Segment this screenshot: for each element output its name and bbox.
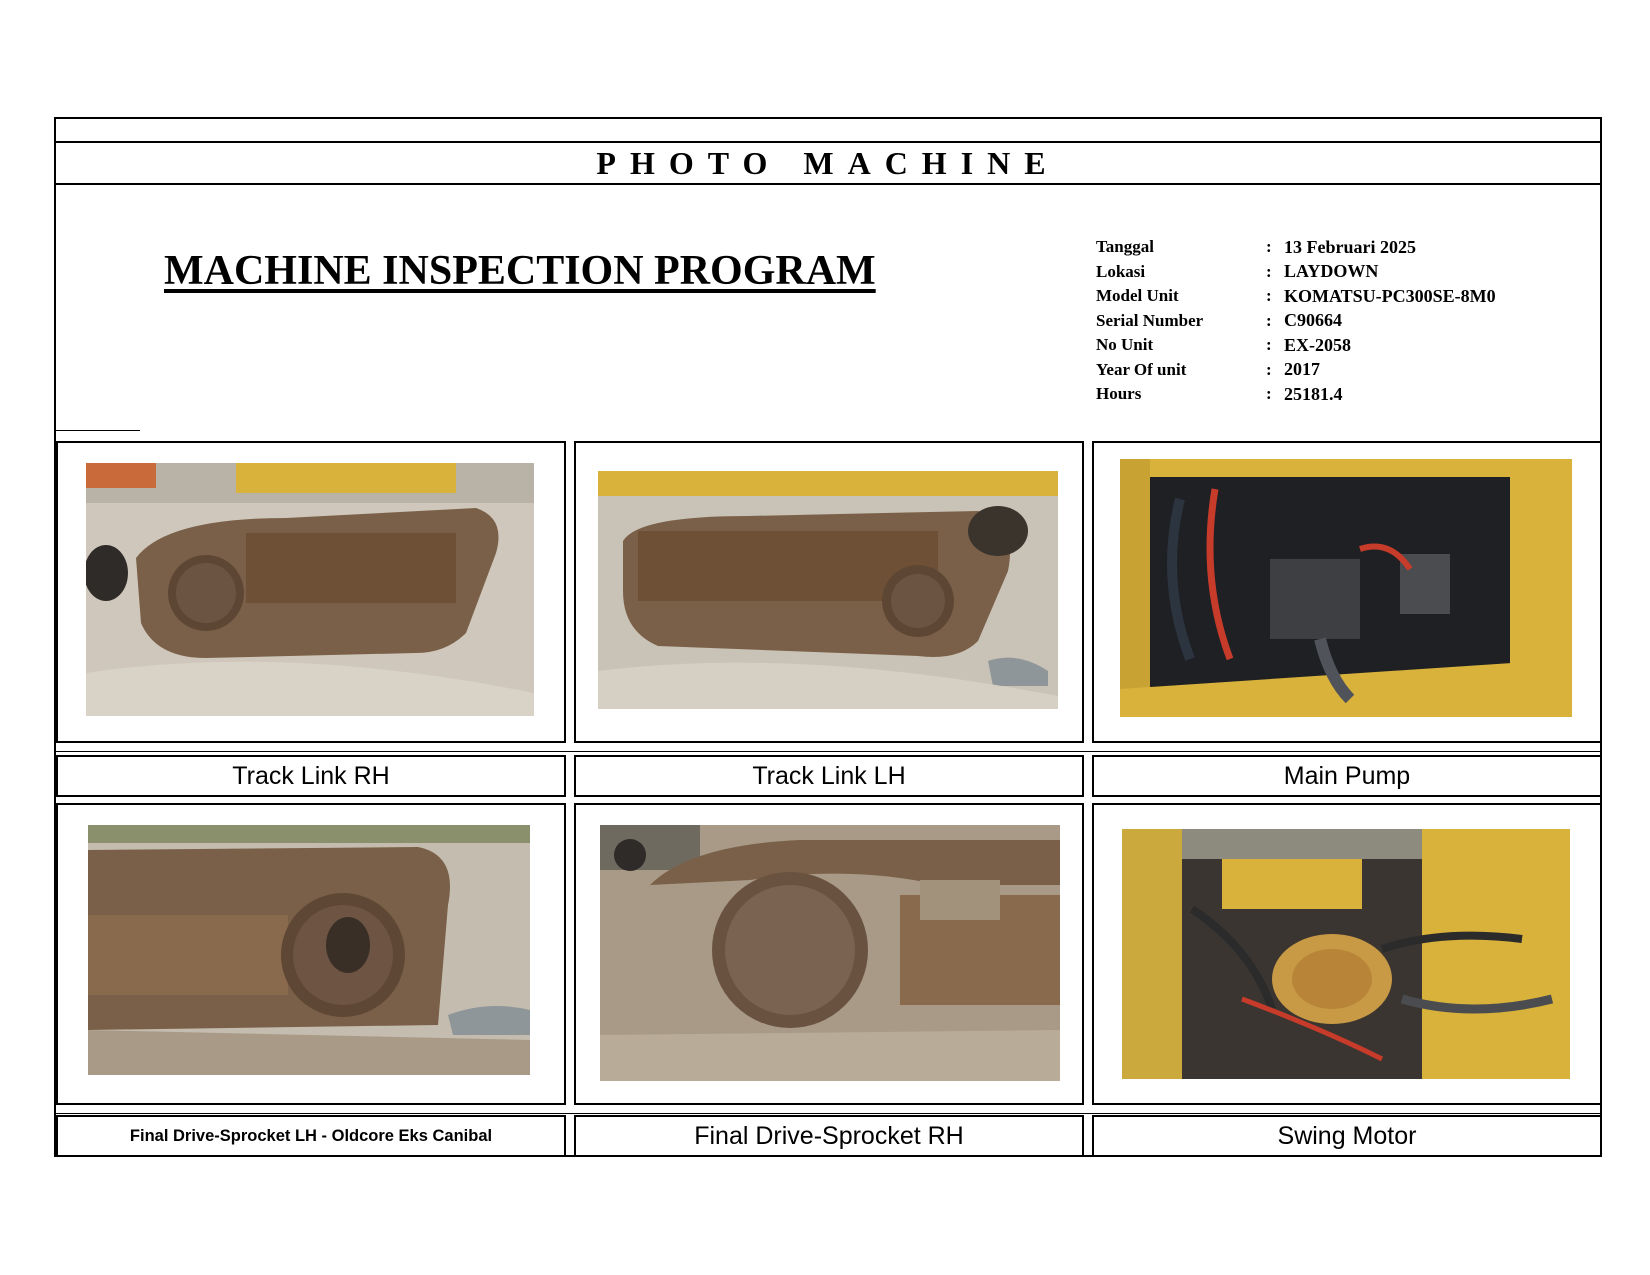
- caption-final-drive-sprocket-lh: Final Drive-Sprocket LH - Oldcore Eks Canibal: [56, 1115, 566, 1157]
- info-label: Year Of unit: [1096, 359, 1187, 379]
- info-label: Tanggal: [1096, 237, 1154, 257]
- info-label: Lokasi: [1096, 261, 1146, 281]
- title-band: [56, 143, 1600, 185]
- photo-track-link-rh[interactable]: [86, 463, 534, 716]
- info-label: Hours: [1096, 384, 1142, 404]
- program-title: MACHINE INSPECTION PROGRAM: [164, 248, 876, 294]
- row-divider: [56, 751, 1600, 752]
- info-separator: :: [1266, 261, 1272, 281]
- photo-main-pump[interactable]: [1120, 459, 1572, 717]
- caption-track-link-rh: Track Link RH: [56, 755, 566, 797]
- info-row-year: [1096, 358, 1576, 383]
- info-table: [1096, 235, 1576, 407]
- photo-swing-motor[interactable]: [1122, 829, 1570, 1079]
- top-band: [56, 119, 1600, 143]
- info-label: Model Unit: [1096, 286, 1179, 306]
- swing-motor-image: [1122, 829, 1570, 1079]
- small-rule: [56, 430, 140, 431]
- info-row-date: [1096, 235, 1576, 260]
- final-drive-lh-image: [88, 825, 530, 1075]
- info-value: 25181.4: [1284, 383, 1343, 404]
- info-separator: :: [1266, 359, 1272, 379]
- track-link-lh-image: [598, 471, 1058, 709]
- band-title: PHOTO MACHINE: [596, 144, 1060, 181]
- final-drive-rh-image: [600, 825, 1060, 1081]
- photo-final-drive-sprocket-rh[interactable]: [600, 825, 1060, 1081]
- photo-cell-final-drive-lh: [56, 803, 566, 1105]
- row-divider: [56, 1113, 1600, 1114]
- photo-cell-swing-motor: [1092, 803, 1602, 1105]
- photo-cell-track-link-rh: [56, 441, 566, 743]
- photo-cell-main-pump: [1092, 441, 1602, 743]
- info-value: EX-2058: [1284, 334, 1351, 355]
- caption-main-pump: Main Pump: [1092, 755, 1602, 797]
- photo-cell-final-drive-rh: [574, 803, 1084, 1105]
- info-row-location: [1096, 260, 1576, 285]
- info-row-model: [1096, 284, 1576, 309]
- info-row-hours: [1096, 382, 1576, 407]
- info-value: KOMATSU-PC300SE-8M0: [1284, 285, 1496, 306]
- info-separator: :: [1266, 384, 1272, 404]
- inspection-sheet: [54, 117, 1602, 1157]
- info-separator: :: [1266, 310, 1272, 330]
- photo-final-drive-sprocket-lh[interactable]: [88, 825, 530, 1075]
- track-link-rh-image: [86, 463, 534, 716]
- info-value: 13 Februari 2025: [1284, 236, 1416, 257]
- info-row-unit: [1096, 333, 1576, 358]
- caption-swing-motor: Swing Motor: [1092, 1115, 1602, 1157]
- info-value: C90664: [1284, 310, 1342, 331]
- info-row-serial: [1096, 309, 1576, 334]
- caption-track-link-lh: Track Link LH: [574, 755, 1084, 797]
- photo-cell-track-link-lh: [574, 441, 1084, 743]
- info-value: LAYDOWN: [1284, 261, 1379, 282]
- info-label: No Unit: [1096, 335, 1154, 355]
- caption-final-drive-sprocket-rh: Final Drive-Sprocket RH: [574, 1115, 1084, 1157]
- main-pump-image: [1120, 459, 1572, 717]
- photo-track-link-lh[interactable]: [598, 471, 1058, 709]
- info-separator: :: [1266, 335, 1272, 355]
- info-separator: :: [1266, 286, 1272, 306]
- info-label: Serial Number: [1096, 310, 1204, 330]
- info-value: 2017: [1284, 359, 1320, 380]
- info-separator: :: [1266, 237, 1272, 257]
